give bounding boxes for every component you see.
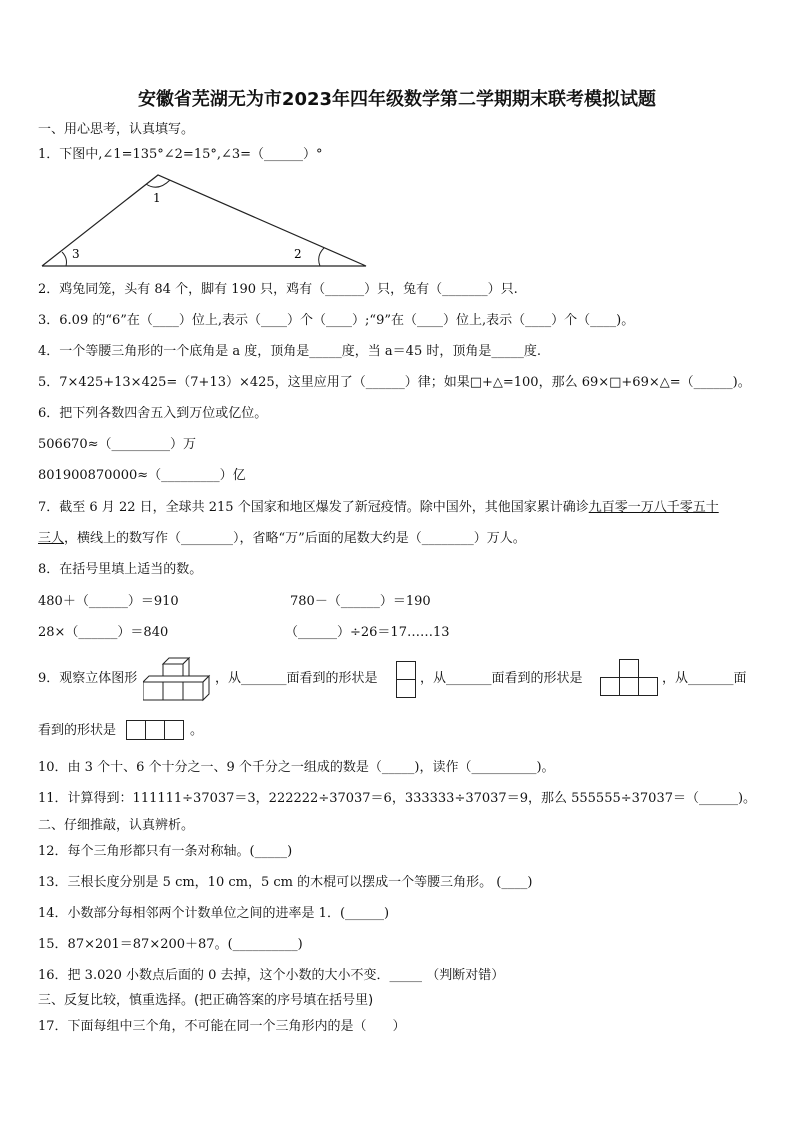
question-7-text: 7．截至 6 月 22 日，全球共 215 个国家和地区爆发了新冠疫情。除中国外，其他国家累计确诊	[38, 500, 589, 515]
question-9-end: 。	[190, 723, 204, 738]
question-9-line-2: 看到的形状是	[38, 723, 117, 738]
question-6: 6．把下列各数四舍五入到万位或亿位。	[38, 406, 268, 421]
triangle-figure	[40, 172, 370, 270]
question-9-part-4: ，从_______面	[662, 671, 747, 686]
question-7-line-1	[38, 500, 719, 516]
question-8: 8．在括号里填上适当的数。	[38, 562, 203, 577]
question-9-part-3: ，从_______面看到的形状是	[420, 671, 583, 686]
question-7-text-end: ，横线上的数写作（________），省略“万”后面的尾数大约是（________）万人。	[64, 531, 526, 546]
question-6-b: 801900870000≈（_________）亿	[38, 468, 246, 483]
question-17: 17．下面每组中三个角，不可能在同一个三角形内的是（ ）	[38, 1019, 406, 1034]
solid-figure	[143, 656, 213, 702]
question-10: 10．由 3 个十、6 个十分之一、9 个千分之一组成的数是（_____)，读作（__________)。	[38, 760, 555, 775]
question-9-part-1: 9．观察立体图形	[38, 671, 138, 686]
question-4: 4．一个等腰三角形的一个底角是 a 度，顶角是_____度，当 a＝45 时，顶角是_____度.	[38, 344, 541, 359]
view-shape-vertical	[396, 661, 416, 699]
view-shape-t	[600, 659, 658, 697]
question-11: 11．计算得到：111111÷37037＝3，222222÷37037＝6，333333÷37037＝9，那么 555555÷37037＝（______)。	[38, 791, 757, 806]
question-12: 12．每个三角形都只有一条对称轴。(_____)	[38, 844, 293, 859]
question-3: 3．6.09 的“6”在（____）位上,表示（____）个（____）;“9”在（____）位上,表示（____）个（____)。	[38, 313, 635, 328]
angle-2-label: 2	[294, 247, 302, 261]
question-16: 16．把 3.020 小数点后面的 0 去掉，这个小数的大小不变．_____ （判断对错）	[38, 968, 505, 983]
section-1-heading: 一、用心思考，认真填写。	[38, 122, 195, 137]
angle-1-label: 1	[153, 191, 161, 205]
question-9-part-2: ，从_______面看到的形状是	[215, 671, 378, 686]
question-14: 14．小数部分每相邻两个计数单位之间的进率是 1．(______)	[38, 906, 390, 921]
question-7-underlined-number: 九百零一万八千零五十	[588, 500, 719, 515]
question-5: 5．7×425+13×425=（7+13）×425，这里应用了（______）律；如果□+△=100，那么 69×□+69×△=（______)。	[38, 375, 751, 390]
question-8-d: （______）÷26＝17……13	[285, 625, 450, 640]
question-7-line-2	[38, 531, 526, 547]
view-shape-row	[126, 720, 186, 741]
question-15: 15．87×201＝87×200＋87。(__________)	[38, 937, 303, 952]
question-8-a: 480＋（______）＝910	[38, 594, 179, 609]
question-8-b: 780－（______）＝190	[290, 594, 431, 609]
question-7-underlined-number-end: 三人	[38, 531, 65, 546]
question-6-a: 506670≈（_________）万	[38, 437, 197, 452]
section-2-heading: 二、仔细推敲，认真辨析。	[38, 818, 195, 833]
question-13: 13．三根长度分别是 5 cm，10 cm，5 cm 的木棍可以摆成一个等腰三角形。 (____)	[38, 875, 533, 890]
angle-3-label: 3	[72, 247, 80, 261]
exam-title: 安徽省芜湖无为市2023年四年级数学第二学期期末联考模拟试题	[137, 89, 657, 110]
section-3-heading: 三、反复比较，慎重选择。(把正确答案的序号填在括号里)	[38, 993, 374, 1008]
question-2: 2．鸡兔同笼，头有 84 个，脚有 190 只，鸡有（______）只，兔有（_______）只.	[38, 282, 518, 297]
question-8-c: 28×（______）＝840	[38, 625, 169, 640]
question-1: 1．下图中,∠1=135°∠2=15°,∠3=（______）°	[38, 147, 323, 162]
